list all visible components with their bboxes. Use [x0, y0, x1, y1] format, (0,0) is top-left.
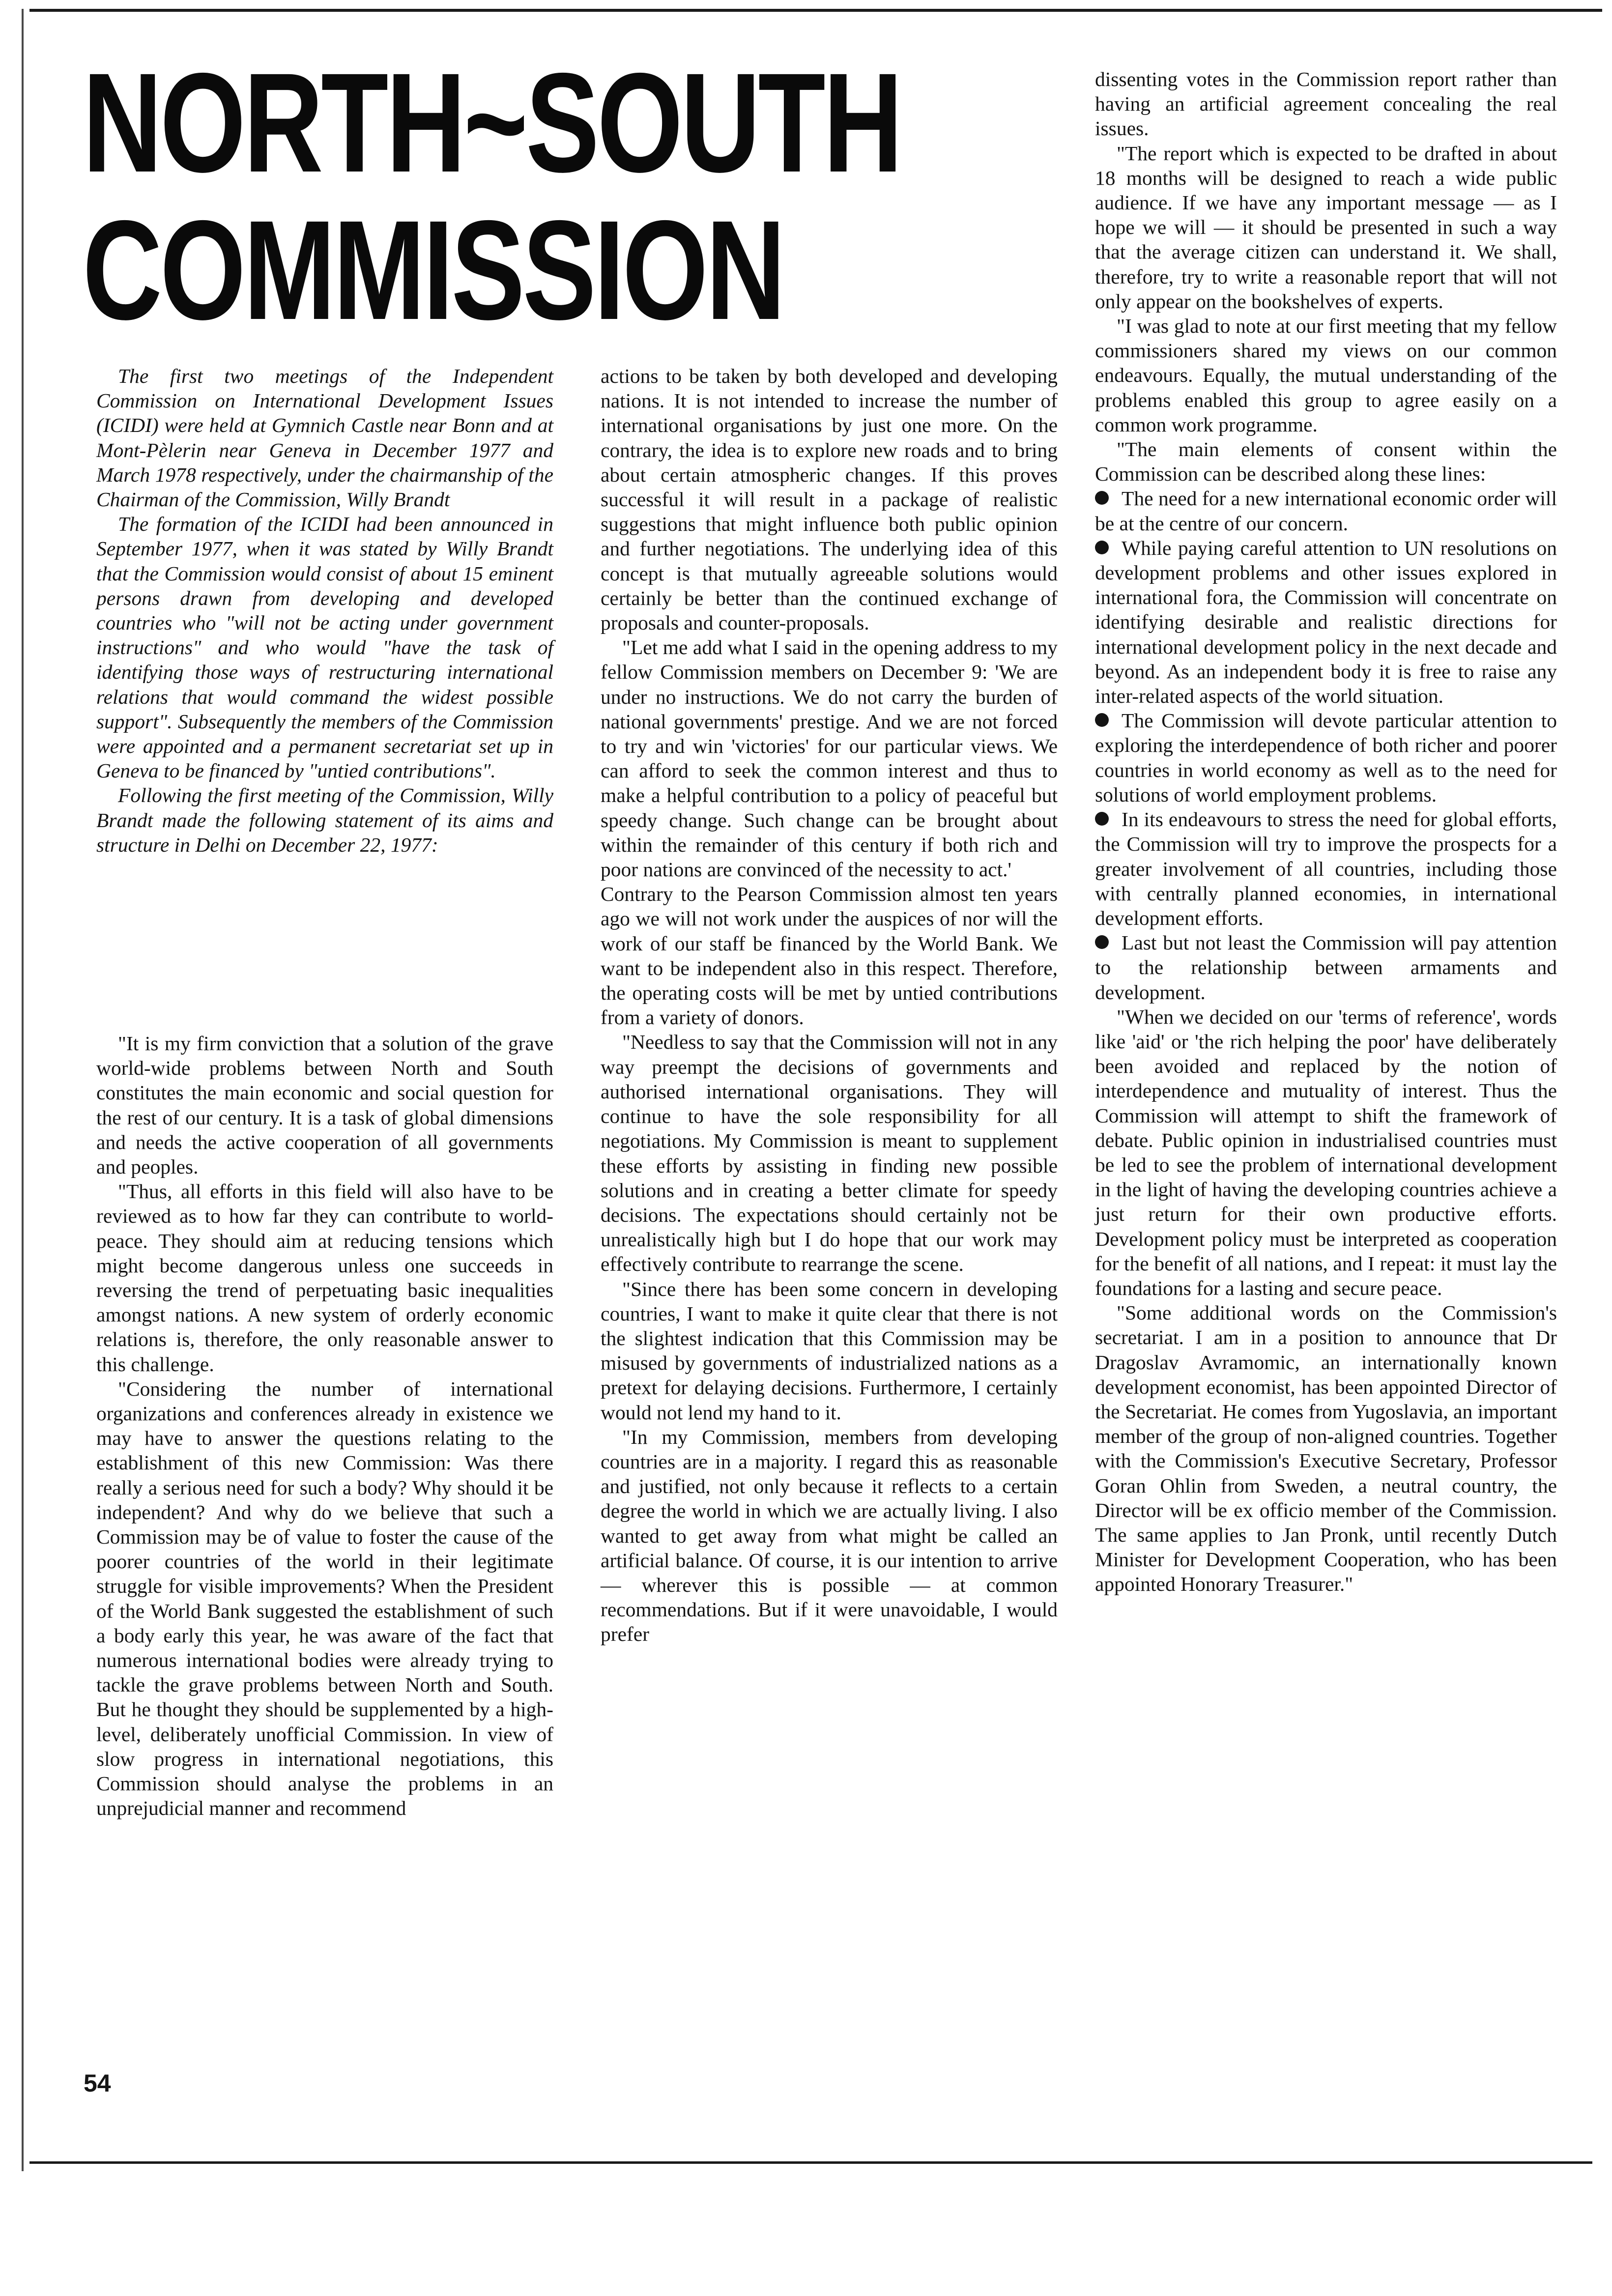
- body-column-1: [96, 1031, 553, 1821]
- body-paragraph: "Considering the number of international organizations and conferences already in existence we may have to answer the questions relating to the establishment of this new Commission: Was there really a serious need for such a body? Why should it be independent? And why do we believe that such a Commission may be of value to foster the cause of the poorer countries of the world in their legitimate struggle for visible improvements? When the President of the World Bank suggested the establishment of such a body early this year, he was aware of the fact that numerous international bodies were already trying to tackle the grave problems between North and South. But he thought they should be supplemented by a high-level, deliberately unofficial Commission. In view of slow progress in international negotiations, this Commission should analyse the problems in an unprejudicial manner and recommend: [96, 1377, 553, 1820]
- bullet-icon: [1095, 541, 1109, 554]
- bullet-item: [1095, 930, 1557, 1004]
- page-number: 54: [84, 2069, 111, 2097]
- body-paragraph: "In my Commission, members from developing countries are in a majority. I regard this as reasonable and justified, not only because it reflects to a certain degree the world in which we are actually living. I also wanted to get away from what might be called an artificial balance. Of course, it is our intention to arrive — wherever this is possible — at common recommendations. But if it were unavoidable, I would prefer: [601, 1425, 1058, 1646]
- bullet-icon: [1095, 491, 1109, 505]
- body-paragraph: "The main elements of consent within the Commission can be described along these lines:: [1095, 438, 1557, 486]
- body-paragraph: "The report which is expected to be drafted in about 18 months will be designed to reach a wide public audience. If we have any important message — as I hope we will — it should be presented in such a way that the average citizen can understand it. We shall, therefore, try to write a reasonable report that will not only appear on the bookshelves of experts.: [1095, 142, 1557, 313]
- body-paragraph: Contrary to the Pearson Commission almost ten years ago we will not work under the auspices of nor will the work of our staff be financed by the World Bank. We want to be independent also in this respect. Therefore, the operating costs will be met by untied contributions from a variety of donors.: [601, 883, 1058, 1029]
- bullet-text: The Commission will devote particular attention to exploring the interdependence of both richer and poorer countries in world economy as well as to the need for solutions of world employment problems.: [1095, 709, 1557, 806]
- body-paragraph: "Thus, all efforts in this field will also have to be reviewed as to how far they can contribute to world-peace. They should aim at reducing tensions which might become dangerous unless one succeeds in reversing the trend of perpetuating basic inequalities amongst nations. A new system of orderly economic relations is, therefore, the only reasonable answer to this challenge.: [96, 1180, 553, 1376]
- body-paragraph: "When we decided on our 'terms of reference', words like 'aid' or 'the rich helping the poor' have deliberately been avoided and replaced by the notion of interdependence and mutuality of interest. Thus the Commission will attempt to shift the framework of debate. Public opinion in industrialised countries must be led to see the problem of international development in the light of having the developing countries achieve a just return for their own productive efforts. Development policy must be interpreted as cooperation for the benefit of all nations, and I repeat: it must lay the foundations for a lasting and secure peace.: [1095, 1005, 1557, 1299]
- bullet-icon: [1095, 713, 1109, 727]
- bullet-text: While paying careful attention to UN resolutions on development problems and other issues explored in international fora, the Commission will concentrate on identifying desirable and realistic directions for international development policy in the next decade and beyond. As an independent body it is free to raise any inter-related aspects of the world situation.: [1095, 536, 1557, 708]
- body-paragraph: "I was glad to note at our first meeting that my fellow commissioners shared my views on our common endeavours. Equally, the mutual understanding of the problems enabled this group to agree easily on a common work programme.: [1095, 315, 1557, 436]
- bullet-icon: [1095, 935, 1109, 949]
- bottom-rule: [29, 2161, 1592, 2164]
- bullet-text: In its endeavours to stress the need for global efforts, the Commission will try to improve the prospects for a greater involvement of all countries, including those with centrally planned economies, in international development efforts.: [1095, 808, 1557, 929]
- top-rule: [29, 9, 1602, 12]
- body-paragraph: dissenting votes in the Commission report rather than having an artificial agreement concealing the real issues.: [1095, 68, 1557, 140]
- intro-paragraph: Following the first meeting of the Commission, Willy Brandt made the following statement of its aims and structure in Delhi on December 22, 1977:: [96, 784, 553, 856]
- intro-paragraph: The formation of the ICIDI had been announced in September 1977, when it was stated by Willy Brandt that the Commission would consist of about 15 eminent persons drawn from developing and developed countries who "will not be acting under government instructions" and who would "have the task of identifying those ways of restructuring international relations that would command the widest possible support". Subsequently the members of the Commission were appointed and a permanent secretariat set up in Geneva to be financed by "untied contributions".: [96, 513, 553, 782]
- body-paragraph: "Needless to say that the Commission will not in any way preempt the decisions of governments and authorised international organisations. They will continue to have the sole responsibility for all negotiations. My Commission is meant to supplement these efforts by assisting in finding new possible solutions and in creating a better climate for speedy decisions. The expectations should certainly not be unrealistically high but I do hope that our work may effectively contribute to rearrange the scene.: [601, 1031, 1058, 1276]
- title-line-1: NORTH~SOUTH: [83, 44, 901, 202]
- bullet-item: [1095, 536, 1557, 708]
- body-paragraph: actions to be taken by both developed and developing nations. It is not intended to increase the number of international organisations by just one more. On the contrary, the idea is to explore new roads and to bring about certain atmospheric changes. If this proves successful it will result in a package of realistic suggestions that might influence both public opinion and further negotiations. The underlying idea of this concept is that mutually agreeable solutions would certainly be better than the continued exchange of proposals and counter-proposals.: [601, 365, 1058, 634]
- bullet-text: The need for a new international economic order will be at the centre of our concern.: [1095, 487, 1557, 535]
- body-paragraph: "Since there has been some concern in developing countries, I want to make it quite clear that there is not the slightest indication that this Commission may be misused by governments of industrialized nations as a pretext for delaying decisions. Furthermore, I certainly would not lend my hand to it.: [601, 1277, 1058, 1424]
- title-line-2: COMMISSION: [83, 191, 783, 349]
- bullet-icon: [1095, 812, 1109, 826]
- body-paragraph: "Some additional words on the Commission's secretariat. I am in a position to announce that Dr Dragoslav Avramomic, an internationally known development economist, has been appointed Director of the Secretariat. He comes from Yugoslavia, an important member of the group of non-aligned countries. Together with the Commission's Executive Secretary, Professor Goran Ohlin from Sweden, a neutral country, the Director will be ex officio member of the Commission. The same applies to Jan Pronk, until recently Dutch Minister for Development Cooperation, who has been appointed Honorary Treasurer.": [1095, 1301, 1557, 1596]
- page-title: [83, 44, 901, 349]
- left-margin-rule: [22, 9, 24, 2171]
- body-paragraph: "It is my firm conviction that a solution of the grave world-wide problems between North and South constitutes the main economic and social question for the rest of our century. It is a task of global dimensions and needs the active cooperation of all governments and peoples.: [96, 1032, 553, 1178]
- bullet-item: [1095, 708, 1557, 807]
- intro-column: [96, 364, 553, 857]
- body-column-3: [1095, 67, 1557, 1597]
- intro-paragraph: The first two meetings of the Independent Commission on International Development Issues (ICIDI) were held at Gymnich Castle near Bonn and at Mont-Pèlerin near Geneva in December 1977 and March 1978 respectively, under the chairmanship of the Chairman of the Commission, Willy Brandt: [96, 365, 553, 511]
- bullet-item: [1095, 486, 1557, 535]
- bullet-item: [1095, 807, 1557, 930]
- body-column-2: [601, 364, 1058, 1647]
- bullet-text: Last but not least the Commission will pay attention to the relationship between armaments and development.: [1095, 931, 1557, 1004]
- body-paragraph: "Let me add what I said in the opening address to my fellow Commission members on December 9: 'We are under no instructions. We do not carry the burden of national governments' prestige. And we are not forced to try and win 'victories' for our particular views. We can afford to seek the common interest and thus to make a helpful contribution to a policy of peaceful but speedy change. Such change can be brought about within the remainder of this century if both rich and poor nations are convinced of the necessity to act.': [601, 636, 1058, 881]
